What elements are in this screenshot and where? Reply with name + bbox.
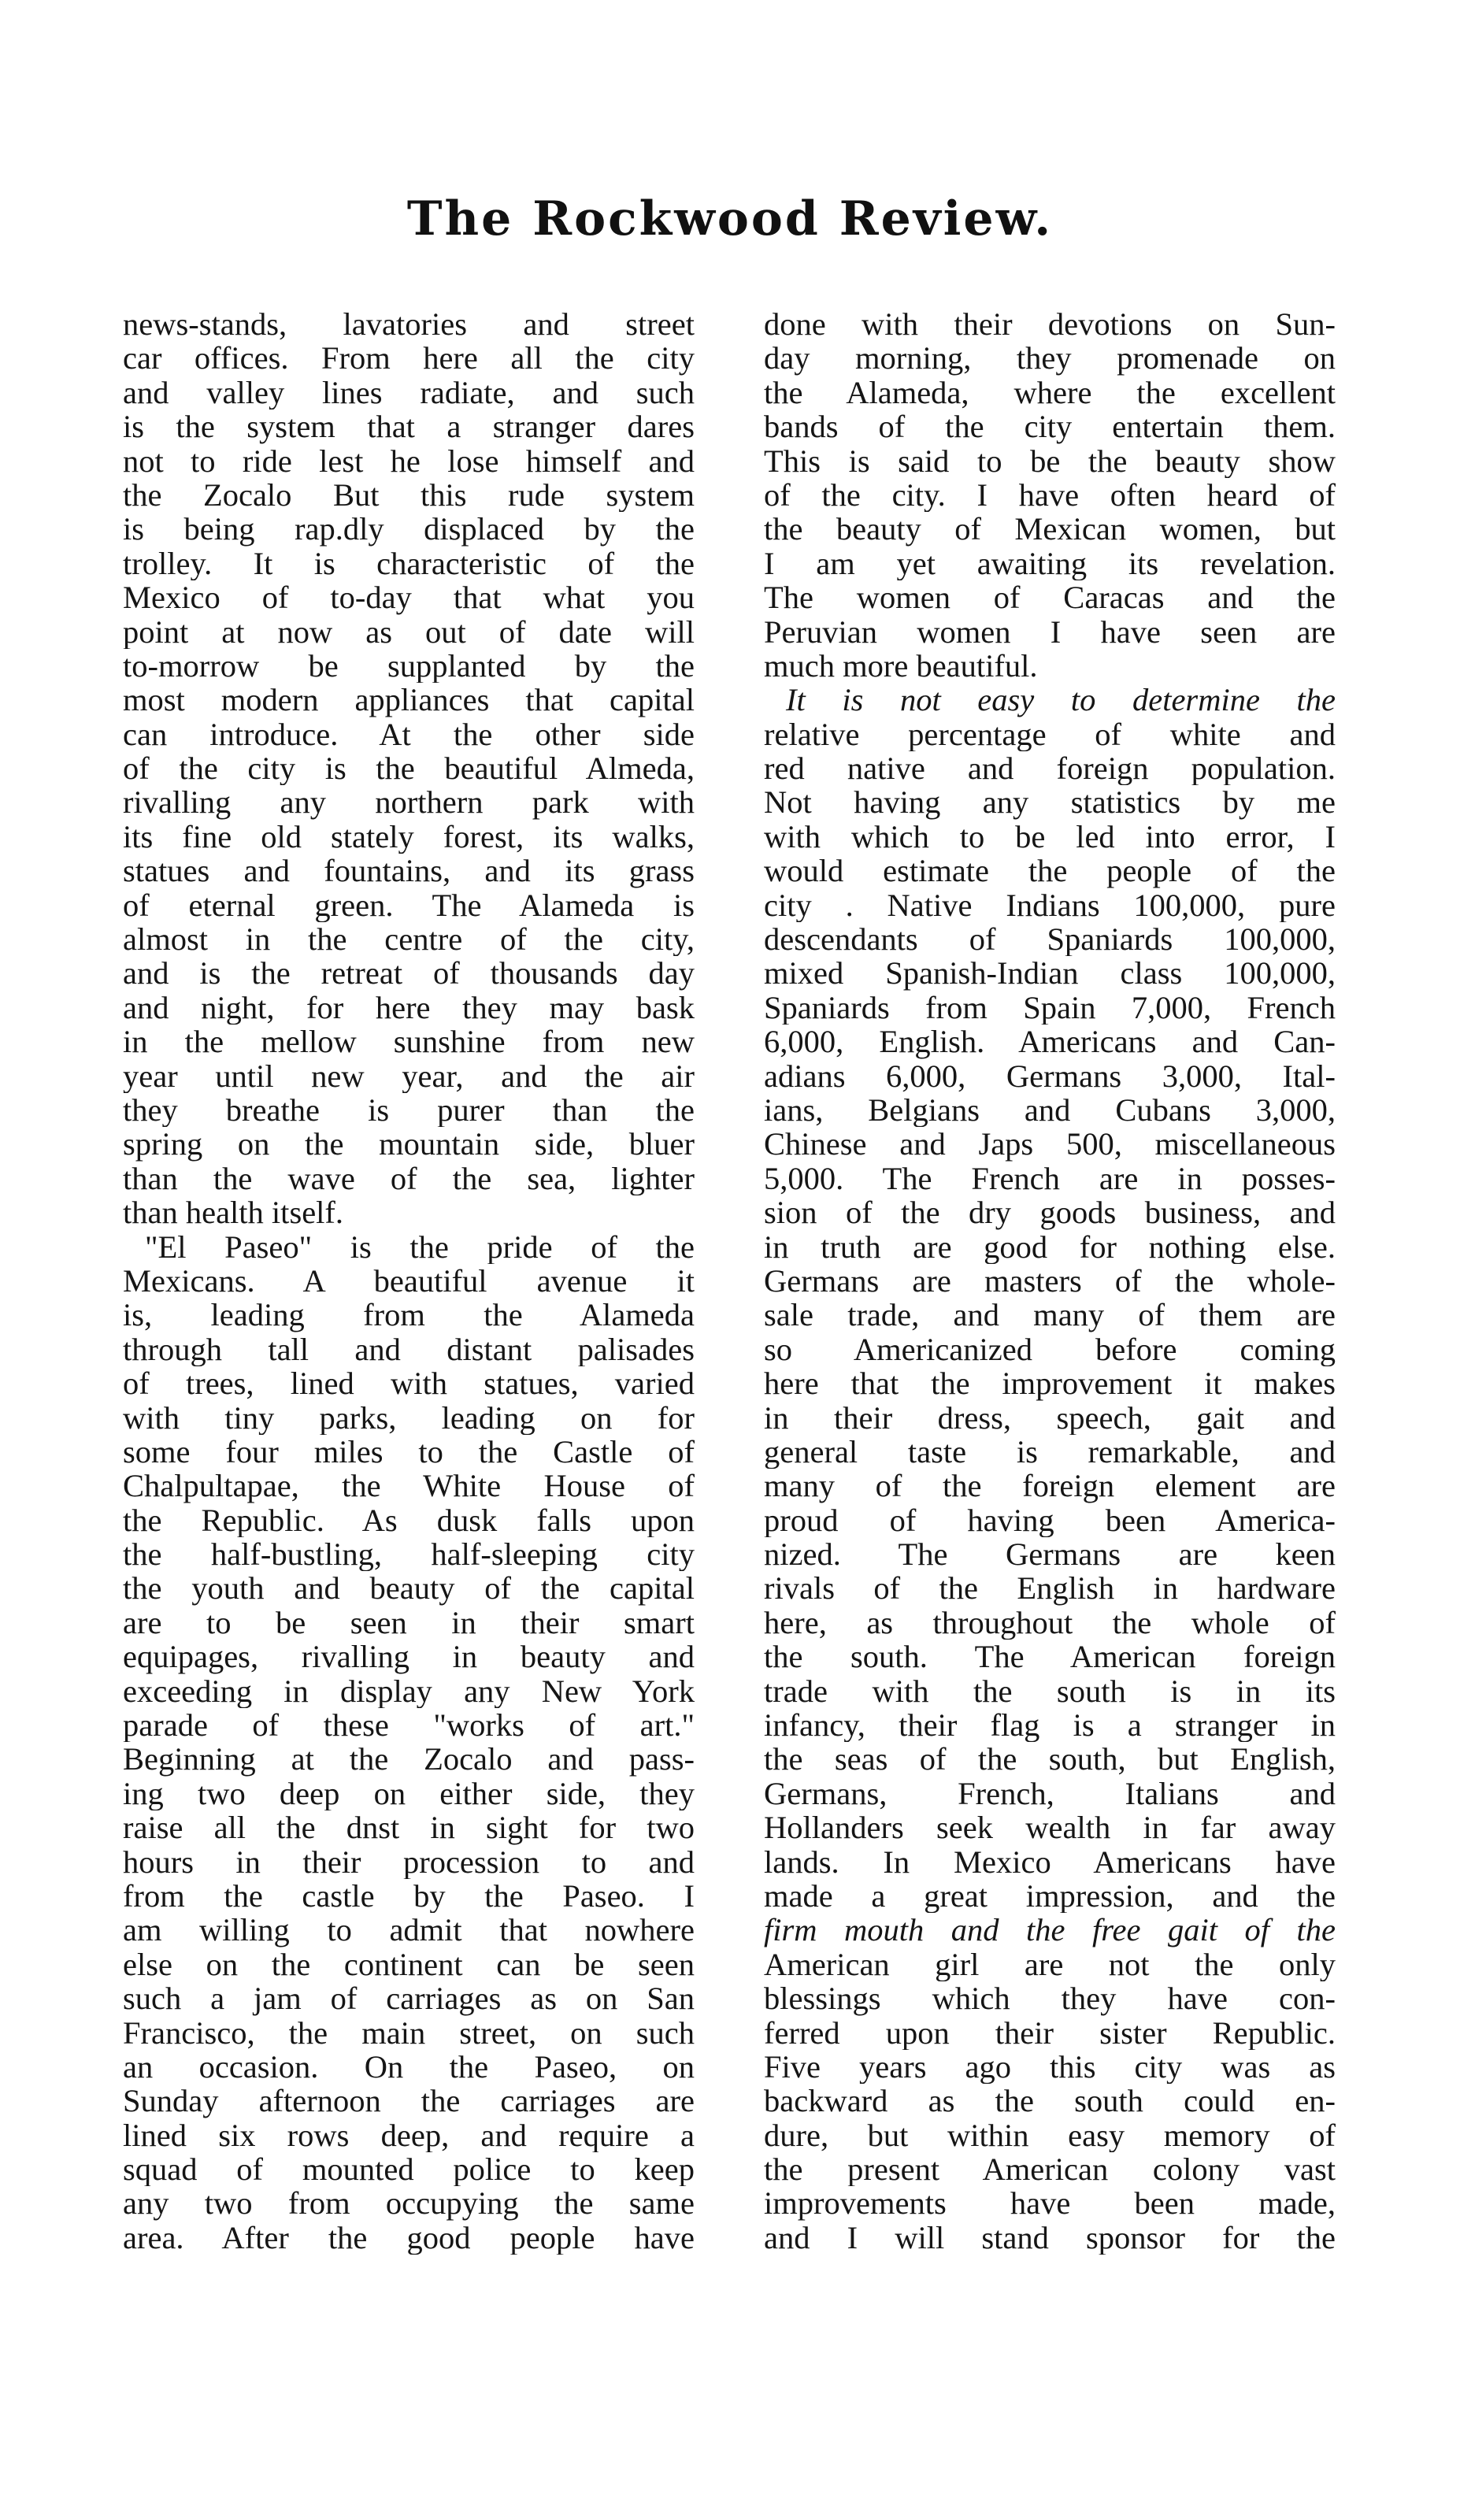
text-line: Beginning at the Zocalo and pass-	[123, 1742, 695, 1777]
text-line: sale trade, and many of them are	[764, 1298, 1336, 1332]
text-line: infancy, their flag is a stranger in	[764, 1708, 1336, 1743]
text-line: and I will stand sponsor for the	[764, 2220, 1336, 2255]
page-title: The Rockwood Review.	[406, 191, 1054, 246]
text-line: Mexicans. A beautiful avenue it	[123, 1263, 695, 1299]
text-line: I am yet awaiting its revelation.	[764, 546, 1336, 581]
right-column	[764, 307, 1336, 2255]
text-line: of eternal green. The Alameda is	[123, 888, 695, 923]
text-line: mixed Spanish-Indian class 100,000,	[764, 956, 1336, 991]
text-line: adians 6,000, Germans 3,000, Ital-	[764, 1058, 1336, 1093]
text-line: some four miles to the Castle of	[123, 1434, 695, 1469]
text-line: and night, for here they may bask	[123, 990, 695, 1025]
text-line: proud of having been America-	[764, 1503, 1336, 1538]
text-line: most modern appliances that capital	[123, 683, 695, 717]
text-line: blessings which they have con-	[764, 1981, 1336, 2016]
text-line: lined six rows deep, and require a	[123, 2118, 695, 2153]
text-line: trade with the south is in its	[764, 1673, 1336, 1709]
text-line: ing two deep on either side, they	[123, 1776, 695, 1811]
text-line: the Alameda, where the excellent	[764, 375, 1336, 410]
text-line: 5,000. The French are in posses-	[764, 1161, 1336, 1196]
text-line: in their dress, speech, gait and	[764, 1400, 1336, 1435]
text-line: than the wave of the sea, lighter	[123, 1161, 695, 1196]
text-line: Five years ago this city was as	[764, 2049, 1336, 2085]
text-line: area. After the good people have	[123, 2220, 695, 2255]
text-line: city . Native Indians 100,000, pure	[764, 888, 1336, 923]
text-line: the youth and beauty of the capital	[123, 1571, 695, 1606]
left-column	[123, 307, 695, 2255]
text-line: else on the continent can be seen	[123, 1947, 695, 1982]
text-line: parade of these "works of art."	[123, 1708, 695, 1743]
text-line: Sunday afternoon the carriages are	[123, 2084, 695, 2118]
text-line: sion of the dry goods business, and	[764, 1195, 1336, 1230]
text-line: firm mouth and the free gait of the	[764, 1913, 1336, 1947]
text-line: trolley. It is characteristic of the	[123, 546, 695, 581]
text-line: can introduce. At the other side	[123, 717, 695, 752]
text-line: dure, but within easy memory of	[764, 2118, 1336, 2153]
text-line: rivalling any northern park with	[123, 785, 695, 820]
text-line: Francisco, the main street, on such	[123, 2015, 695, 2050]
text-line: red native and foreign population.	[764, 751, 1336, 786]
text-line: Hollanders seek wealth in far away	[764, 1810, 1336, 1845]
text-line: the Zocalo But this rude system	[123, 477, 695, 513]
text-line: of the city is the beautiful Almeda,	[123, 751, 695, 786]
text-line: spring on the mountain side, bluer	[123, 1127, 695, 1162]
text-line: raise all the dnst in sight for two	[123, 1810, 695, 1845]
text-line: is, leading from the Alameda	[123, 1298, 695, 1332]
text-line: is the system that a stranger dares	[123, 410, 695, 444]
text-line: The women of Caracas and the	[764, 580, 1336, 615]
text-line: in truth are good for nothing else.	[764, 1229, 1336, 1264]
text-line: ians, Belgians and Cubans 3,000,	[764, 1092, 1336, 1128]
text-line: general taste is remarkable, and	[764, 1434, 1336, 1469]
text-line: descendants of Spaniards 100,000,	[764, 922, 1336, 957]
text-line: statues and fountains, and its grass	[123, 854, 695, 888]
text-line: the seas of the south, but English,	[764, 1742, 1336, 1777]
text-line: to-morrow be supplanted by the	[123, 648, 695, 684]
text-line: lands. In Mexico Americans have	[764, 1844, 1336, 1879]
text-line: backward as the south could en-	[764, 2084, 1336, 2118]
text-line: so Americanized before coming	[764, 1332, 1336, 1367]
text-line: bands of the city entertain them.	[764, 410, 1336, 444]
text-line: are to be seen in their smart	[123, 1605, 695, 1640]
text-line: its fine old stately forest, its walks,	[123, 819, 695, 854]
text-line: improvements have been made,	[764, 2186, 1336, 2221]
text-line: and is the retreat of thousands day	[123, 956, 695, 991]
text-line: year until new year, and the air	[123, 1058, 695, 1093]
text-line: Not having any statistics by me	[764, 785, 1336, 820]
text-line: here that the improvement it makes	[764, 1366, 1336, 1401]
text-line: than health itself.	[123, 1195, 344, 1230]
text-line: of the city. I have often heard of	[764, 477, 1336, 513]
text-line: nized. The Germans are keen	[764, 1537, 1336, 1572]
text-line: Mexico of to-day that what you	[123, 580, 695, 615]
text-line: much more beautiful.	[764, 648, 1038, 684]
text-line: news-stands, lavatories and street	[123, 307, 695, 342]
text-line: the beauty of Mexican women, but	[764, 512, 1336, 547]
text-line: an occasion. On the Paseo, on	[123, 2049, 695, 2085]
text-line: such a jam of carriages as on San	[123, 1981, 695, 2016]
text-line: Germans are masters of the whole-	[764, 1263, 1336, 1299]
text-line: Germans, French, Italians and	[764, 1776, 1336, 1811]
text-line: It is not easy to determine the	[786, 683, 1336, 717]
text-line: and valley lines radiate, and such	[123, 375, 695, 410]
text-line: done with their devotions on Sun-	[764, 307, 1336, 342]
text-line: day morning, they promenade on	[764, 341, 1336, 376]
text-line: car offices. From here all the city	[123, 341, 695, 376]
text-line: American girl are not the only	[764, 1947, 1336, 1982]
text-line: many of the foreign element are	[764, 1469, 1336, 1503]
text-line: here, as throughout the whole of	[764, 1605, 1336, 1640]
text-line: not to ride lest he lose himself and	[123, 443, 695, 478]
text-line: any two from occupying the same	[123, 2186, 695, 2221]
text-line: the present American colony vast	[764, 2152, 1336, 2187]
text-line: with tiny parks, leading on for	[123, 1400, 695, 1435]
text-line: of trees, lined with statues, varied	[123, 1366, 695, 1401]
text-line: made a great impression, and the	[764, 1878, 1336, 1914]
text-line: point at now as out of date will	[123, 614, 695, 649]
text-line: rivals of the English in hardware	[764, 1571, 1336, 1606]
text-line: This is said to be the beauty show	[764, 443, 1336, 478]
text-line: through tall and distant palisades	[123, 1332, 695, 1367]
text-line: the half-bustling, half-sleeping city	[123, 1537, 695, 1572]
text-line: ferred upon their sister Republic.	[764, 2015, 1336, 2050]
text-line: exceeding in display any New York	[123, 1673, 695, 1709]
text-line: hours in their procession to and	[123, 1844, 695, 1879]
text-line: Chinese and Japs 500, miscellaneous	[764, 1127, 1336, 1162]
text-line: "El Paseo" is the pride of the	[145, 1229, 695, 1264]
text-line: Peruvian women I have seen are	[764, 614, 1336, 649]
text-line: from the castle by the Paseo. I	[123, 1878, 695, 1914]
text-line: almost in the centre of the city,	[123, 922, 695, 957]
text-line: equipages, rivalling in beauty and	[123, 1640, 695, 1674]
text-line: the Republic. As dusk falls upon	[123, 1503, 695, 1538]
text-line: in the mellow sunshine from new	[123, 1025, 695, 1059]
text-line: would estimate the people of the	[764, 854, 1336, 888]
text-line: squad of mounted police to keep	[123, 2152, 695, 2187]
text-line: they breathe is purer than the	[123, 1092, 695, 1128]
text-line: relative percentage of white and	[764, 717, 1336, 752]
text-line: is being rap.dly displaced by the	[123, 512, 695, 547]
text-line: with which to be led into error, I	[764, 819, 1336, 854]
text-line: Spaniards from Spain 7,000, French	[764, 990, 1336, 1025]
text-line: am willing to admit that nowhere	[123, 1913, 695, 1947]
text-line: Chalpultapae, the White House of	[123, 1469, 695, 1503]
text-line: 6,000, English. Americans and Can-	[764, 1025, 1336, 1059]
text-line: the south. The American foreign	[764, 1640, 1336, 1674]
